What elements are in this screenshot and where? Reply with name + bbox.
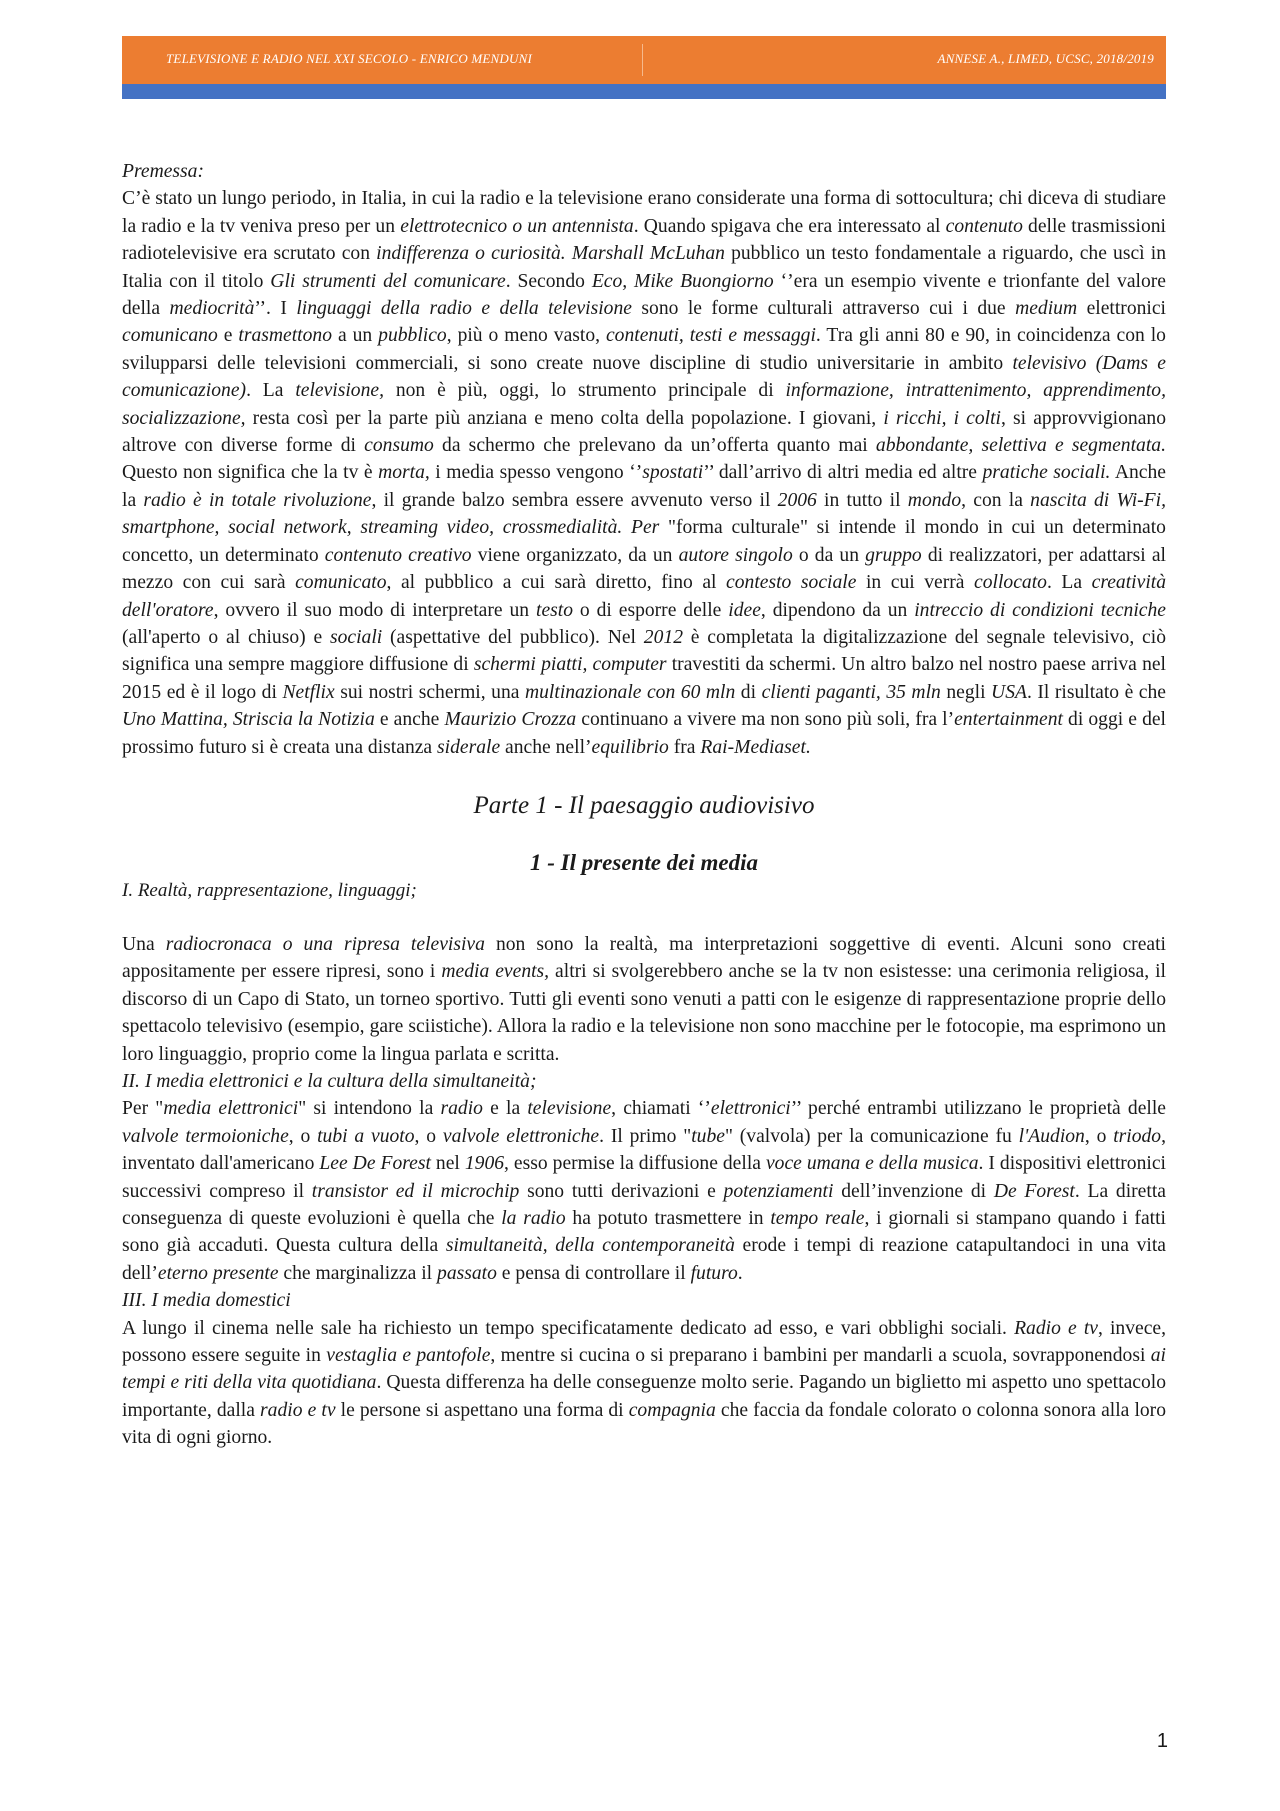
section-1-heading: I. Realtà, rappresentazione, linguaggi; xyxy=(122,879,417,901)
italic-run: valvole termoioniche xyxy=(122,1125,289,1147)
italic-run: creatività dell'oratore xyxy=(122,572,1166,621)
premessa-title: Premessa: xyxy=(122,161,204,182)
section-3-heading: III. I media domestici xyxy=(122,1290,291,1312)
italic-run: televisione, xyxy=(295,380,384,402)
italic-run: contesto sociale xyxy=(726,572,857,594)
italic-run: i ricchi, i colti xyxy=(883,407,1002,429)
italic-run: radio e tv xyxy=(260,1399,336,1421)
italic-run: collocato xyxy=(974,572,1047,594)
italic-run: pubblico xyxy=(378,325,447,347)
italic-run: Gli strumenti del comunicare xyxy=(270,270,506,292)
header-separator xyxy=(642,44,643,76)
italic-run: equilibrio xyxy=(591,736,669,758)
page-number: 1 xyxy=(1156,1730,1168,1752)
italic-run: radio xyxy=(440,1098,483,1120)
part-title: Parte 1 - Il paesaggio audiovisivo xyxy=(473,791,815,819)
italic-run: comunicano xyxy=(122,325,218,347)
italic-run: Uno Mattina, Striscia la Notizia xyxy=(122,709,375,731)
italic-run: tempo reale xyxy=(770,1208,865,1229)
italic-run: 2006 xyxy=(777,489,817,511)
italic-run: Maurizio Crozza xyxy=(444,709,577,731)
italic-run: sociali xyxy=(329,626,383,648)
italic-run: siderale xyxy=(437,736,501,758)
italic-run: media events, xyxy=(441,961,550,983)
italic-run: contenuto creativo xyxy=(324,544,472,566)
italic-run: l'Audion xyxy=(1018,1125,1085,1147)
section-1-paragraph: Una radiocronaca o una ripresa televisiva non sono la realtà, ma interpretazioni soggettive di eventi. Alcuni sono creati appositamente per essere ripresi, sono i media events, altri si svolgerebbero anche se la tv non esistesse: una cerimonia religiosa, il discorso di un Capo di Stato, un torneo sportivo. Tutti gli eventi sono venuti a patti con le esigenze di rappresentazione proprie dello spettacolo televisivo (esempio, gare sciistiche). Allora la radio e la televisione non sono macchine per le fotocopie, ma esprimono un loro linguaggio, proprio come la lingua parlata e scritta. xyxy=(122,933,1167,1065)
italic-run: transistor ed il microchip xyxy=(311,1180,520,1202)
italic-run: 2012 xyxy=(643,626,683,648)
italic-run: elettronici xyxy=(710,1098,791,1120)
italic-run: radio è in totale rivoluzione xyxy=(143,489,372,511)
section-2-paragraph: Per "media elettronici" si intendono la radio e la televisione, chiamati ‘’elettronici’’ perché entrambi utilizzano le proprietà delle valvole termoioniche, o tubi a vuoto, o valvole elettroniche. Il primo "tube" (valvola) per la comunicazione fu l'Audion, o triodo, inventato dall'americano Lee De Forest nel 1906, esso permise la diffusione della voce umana e della musica. I dispositivi elettronici successivi compreso il transistor ed il microchip sono tutti derivazioni e potenziamenti dell’invenzione di De Forest. La diretta conseguenza di queste evoluzioni è quella che la radio ha potuto trasmettere in tempo reale, i giornali si stampano quando i fatti sono già accaduti. Questa cultura della simultaneità, della contemporaneità erode i tempi di reazione catapultandoci in una vita dell’eterno presente che marginalizza il passato e pensa di controllare il futuro. xyxy=(122,1098,1167,1284)
italic-run: compagnia xyxy=(628,1399,716,1421)
italic-run: gruppo xyxy=(865,544,922,566)
italic-run: Eco, Mike Buongiorno xyxy=(591,270,774,292)
italic-run: Lee De Forest xyxy=(319,1153,431,1175)
italic-run: abbondante, selettiva e segmentata. xyxy=(875,435,1166,457)
section-3-paragraph: A lungo il cinema nelle sale ha richiesto un tempo specificatamente dedicato ad esso, e vari obblighi sociali. Radio e tv, invece, possono essere seguite in vestaglia e pantofole, mentre si cucina o si preparano i bambini per mandarli a scuola, sovrapponendosi ai tempi e riti della vita quotidiana. Questa differenza ha delle conseguenze molto serie. Pagando un biglietto mi aspetto uno spettacolo importante, dalla radio e tv le persone si aspettano una forma di compagnia che faccia da fondale colorato o colonna sonora alla loro vita di ogni giorno. xyxy=(122,1317,1167,1449)
italic-run: autore singolo xyxy=(678,544,793,566)
header-author: ANNESE A., LIMED, UCSC, 2018/2019 xyxy=(937,51,1154,66)
italic-run: mondo xyxy=(907,489,962,511)
italic-run: Netflix xyxy=(282,681,335,703)
italic-run: linguaggi della radio e della televisione xyxy=(296,298,632,320)
italic-run: radiocronaca o una ripresa televisiva xyxy=(165,933,485,955)
italic-run: contenuti, testi e messaggi xyxy=(605,325,816,347)
premessa-paragraph: C’è stato un lungo periodo, in Italia, in cui la radio e la televisione erano considerate una forma di sottocultura; chi diceva di studiare la radio e la tv veniva preso per un elettrotecnico o un antennista. Quando spigava che era interessato al contenuto delle trasmissioni radiotelevisive era scrutato con indifferenza o curiosità. Marshall McLuhan pubblico un testo fondamentale a riguardo, che uscì in Italia con il titolo Gli strumenti del comunicare. Secondo Eco, Mike Buongiorno ‘’era un esempio vivente e trionfante del valore della mediocrità’’. I linguaggi della radio e della televisione sono le forme culturali attraverso cui i due medium elettronici comunicano e trasmettono a un pubblico, più o meno vasto, contenuti, testi e messaggi. Tra gli anni 80 e 90, in coincidenza con lo svilupparsi delle televisioni commerciali, si sono create nuove discipline di studio universitarie in ambito televisivo (Dams e comunicazione). La televisione, non è più, oggi, lo strumento principale di informazione, intrattenimento, apprendimento, socializzazione, resta così per la parte più anziana e meno colta della popolazione. I giovani, i ricchi, i colti, si approvvigionano altrove con diverse forme di consumo da schermo che prelevano da un’offerta quanto mai abbondante, selettiva e segmentata. Questo non significa che la tv è morta, i media spesso vengono ‘’spostati’’ dall’arrivo di altri media ed altre pratiche sociali. Anche la radio è in totale rivoluzione, il grande balzo sembra essere avvenuto verso il 2006 in tutto il mondo, con la nascita di Wi-Fi, smartphone, social network, streaming video, crossmedialità. Per "forma culturale" si intende il mondo in cui un determinato concetto, un determinato contenuto creativo viene organizzato, da un autore singolo o da un gruppo di realizzatori, per adattarsi al mezzo con cui sarà comunicato, al pubblico a cui sarà diretto, fino al contesto sociale in cui verrà collocato. La creatività dell'oratore, ovvero il suo modo di interpretare un testo o di esporre delle idee, dipendono da un intreccio di condizioni tecniche (all'aperto o al chiuso) e sociali (aspettative del pubblico). Nel 2012 è completata la digitalizzazione del segnale televisivo, ciò significa una sempre maggiore diffusione di schermi piatti, computer travestiti da schermi. Un altro balzo nel nostro paese arriva nel 2015 ed è il logo di Netflix sui nostri schermi, una multinazionale con 60 mln di clienti paganti, 35 mln negli USA. Il risultato è che Uno Mattina, Striscia la Notizia e anche Maurizio Crozza continuano a vivere ma non sono più soli, fra l’entertainment di oggi e del prossimo futuro si è creata una distanza siderale anche nell’equilibrio fra Rai-Mediaset. xyxy=(122,188,1167,758)
italic-run: vestaglia e pantofole xyxy=(326,1345,491,1367)
italic-run: tube xyxy=(691,1125,725,1147)
italic-run: medium xyxy=(1015,298,1078,320)
italic-run: televisione xyxy=(527,1098,612,1120)
italic-run: testo xyxy=(536,599,574,621)
chapter-block xyxy=(122,849,1166,907)
italic-run: futuro xyxy=(690,1262,738,1284)
italic-run: elettrotecnico o un antennista xyxy=(400,215,634,237)
chapter-title: 1 - Il presente dei media xyxy=(529,849,759,875)
italic-run: televisivo (Dams e comunicazione) xyxy=(122,352,1166,402)
italic-run: intreccio di condizioni tecniche xyxy=(914,599,1166,621)
page-header xyxy=(122,36,1166,84)
section-2-heading: II. I media elettronici e la cultura della simultaneità; xyxy=(122,1070,537,1092)
header-accent-strip xyxy=(122,84,1166,99)
italic-run: triodo xyxy=(1113,1125,1162,1147)
italic-run: mediocrità xyxy=(169,298,255,320)
italic-run: potenziamenti xyxy=(723,1180,834,1202)
italic-run: idee xyxy=(728,599,761,621)
italic-run: ai tempi e riti della vita quotidiana xyxy=(122,1345,1166,1394)
italic-run: Rai-Mediaset. xyxy=(700,736,811,758)
italic-run: pratiche sociali. xyxy=(982,462,1111,484)
italic-run: tubi a vuoto xyxy=(317,1125,415,1147)
italic-run: spostati xyxy=(642,462,704,484)
italic-run: schermi piatti, computer xyxy=(473,654,667,676)
italic-run: passato xyxy=(437,1262,497,1284)
italic-run: clienti paganti, 35 mln xyxy=(761,681,941,703)
italic-run: Radio e tv xyxy=(1014,1317,1098,1339)
italic-run: comunicato xyxy=(295,572,387,594)
italic-run: la radio xyxy=(501,1208,566,1229)
italic-run: multinazionale con 60 mln xyxy=(524,681,736,703)
italic-run: voce umana e della musica xyxy=(765,1153,979,1175)
italic-run: valvole elettroniche xyxy=(442,1125,600,1147)
italic-run: informazione, intrattenimento, apprendimento, socializzazione, xyxy=(122,380,1166,429)
italic-run: consumo xyxy=(364,435,434,457)
italic-run: indifferenza o curiosità. Marshall McLuhan xyxy=(376,243,725,265)
italic-run: simultaneità, della contemporaneità xyxy=(445,1235,735,1257)
italic-run: entertainment xyxy=(954,709,1063,731)
italic-run: eterno presente xyxy=(157,1262,279,1284)
italic-run: nascita di Wi-Fi, smartphone, social network, streaming video, crossmedialità. Per xyxy=(122,489,1166,539)
document-body xyxy=(122,158,1166,1452)
italic-run: media elettronici xyxy=(163,1098,299,1120)
header-title: TELEVISIONE E RADIO NEL XXI SECOLO - ENRICO MENDUNI xyxy=(166,51,532,66)
italic-run: USA xyxy=(991,681,1027,703)
italic-run: De Forest xyxy=(993,1180,1075,1202)
italic-run: contenuto xyxy=(945,215,1023,237)
italic-run: 1906 xyxy=(464,1153,505,1175)
italic-run: morta, xyxy=(378,462,430,484)
italic-run: trasmettono xyxy=(238,325,332,347)
